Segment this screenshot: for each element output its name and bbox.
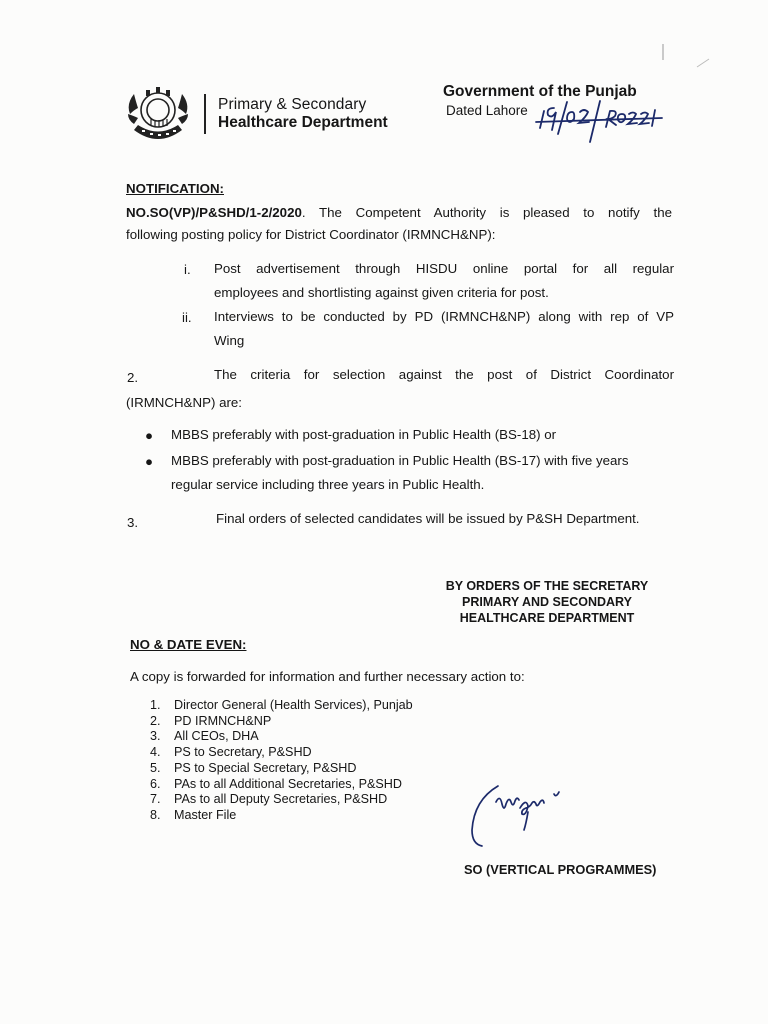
list-item-text: PD IRMNCH&NP (174, 713, 272, 728)
recipient-list (150, 698, 413, 824)
list-item-number: 3. (150, 729, 161, 744)
handwritten-date (534, 98, 670, 144)
paragraph-number: 2. (127, 370, 139, 385)
list-item (150, 714, 413, 730)
scan-mark (661, 44, 665, 60)
list-item-number: 6. (150, 776, 161, 791)
paragraph-2-line1: The criteria for selection against the post of District Coordinator (214, 367, 674, 382)
bullet-icon: ● (145, 454, 154, 469)
list-item-text: Director General (Health Services), Punjab (174, 698, 413, 712)
list-item (150, 777, 413, 793)
orders-line: HEALTHCARE DEPARTMENT (459, 611, 635, 625)
department-name-line1: Primary & Secondary (218, 96, 367, 113)
list-item-text: Master File (174, 807, 237, 822)
signatory-designation: SO (VERTICAL PROGRAMMES) (464, 862, 657, 877)
list-item (150, 808, 413, 824)
list-item (150, 761, 413, 777)
list-item-text: All CEOs, DHA (174, 729, 259, 744)
list-item-text: PS to Secretary, P&SHD (174, 745, 312, 760)
list-item (150, 698, 413, 714)
scan-mark (696, 58, 710, 68)
list-item (150, 729, 413, 745)
policy-item-text: employees and shortlisting against given criteria for post. (214, 285, 549, 300)
notification-intro-line2: following posting policy for District Coordinator (IRMNCH&NP): (126, 227, 496, 242)
policy-item-numeral: ii. (182, 310, 192, 325)
notification-number: NO.SO(VP)/P&SHD/1-2/2020 (126, 205, 302, 220)
list-item-number: 4. (150, 745, 161, 760)
paragraph-number: 3. (127, 515, 139, 530)
policy-item-text: Post advertisement through HISDU online portal for all regular (214, 261, 674, 276)
government-title: Government of the Punjab (443, 83, 637, 100)
list-item-number: 2. (150, 713, 161, 728)
list-item-number: 8. (150, 807, 161, 822)
copy-heading: NO & DATE EVEN: (130, 637, 247, 652)
dated-label: Dated Lahore (446, 103, 528, 118)
paragraph-2-line2: (IRMNCH&NP) are: (126, 395, 242, 410)
orders-line: BY ORDERS OF THE SECRETARY (445, 579, 649, 593)
notification-intro-line1 (126, 202, 672, 224)
paragraph-3-text: Final orders of selected candidates will be issued by P&SH Department. (216, 511, 640, 526)
intro-text: . The Competent Authority is pleased to notify the (301, 205, 672, 220)
criteria-item: MBBS preferably with post-graduation in Public Health (BS-18) or (171, 427, 557, 442)
list-item-number: 1. (150, 698, 161, 712)
orders-block (426, 578, 668, 626)
notification-heading: NOTIFICATION: (126, 181, 224, 196)
list-item (150, 792, 413, 808)
criteria-item: regular service including three years in Public Health. (171, 477, 485, 492)
list-item-text: PAs to all Additional Secretaries, P&SHD (174, 776, 402, 791)
policy-item-text: Wing (214, 333, 245, 348)
list-item (150, 745, 413, 761)
list-item-text: PAs to all Deputy Secretaries, P&SHD (174, 792, 388, 807)
punjab-government-crest-icon (124, 80, 192, 146)
list-item-number: 5. (150, 760, 161, 775)
copy-intro: A copy is forwarded for information and further necessary action to: (130, 669, 525, 684)
list-item-number: 7. (150, 792, 161, 807)
department-name-line2: Healthcare Department (218, 114, 388, 131)
orders-line: PRIMARY AND SECONDARY (462, 595, 632, 609)
bullet-icon: ● (145, 428, 154, 443)
letterhead-divider (204, 94, 206, 134)
criteria-item: MBBS preferably with post-graduation in Public Health (BS-17) with five years (171, 453, 629, 468)
policy-item-text: Interviews to be conducted by PD (IRMNCH&NP) along with rep of VP (214, 309, 674, 324)
handwritten-signature-icon (462, 780, 598, 858)
policy-item-numeral: i. (184, 262, 191, 277)
list-item-text: PS to Special Secretary, P&SHD (174, 760, 357, 775)
